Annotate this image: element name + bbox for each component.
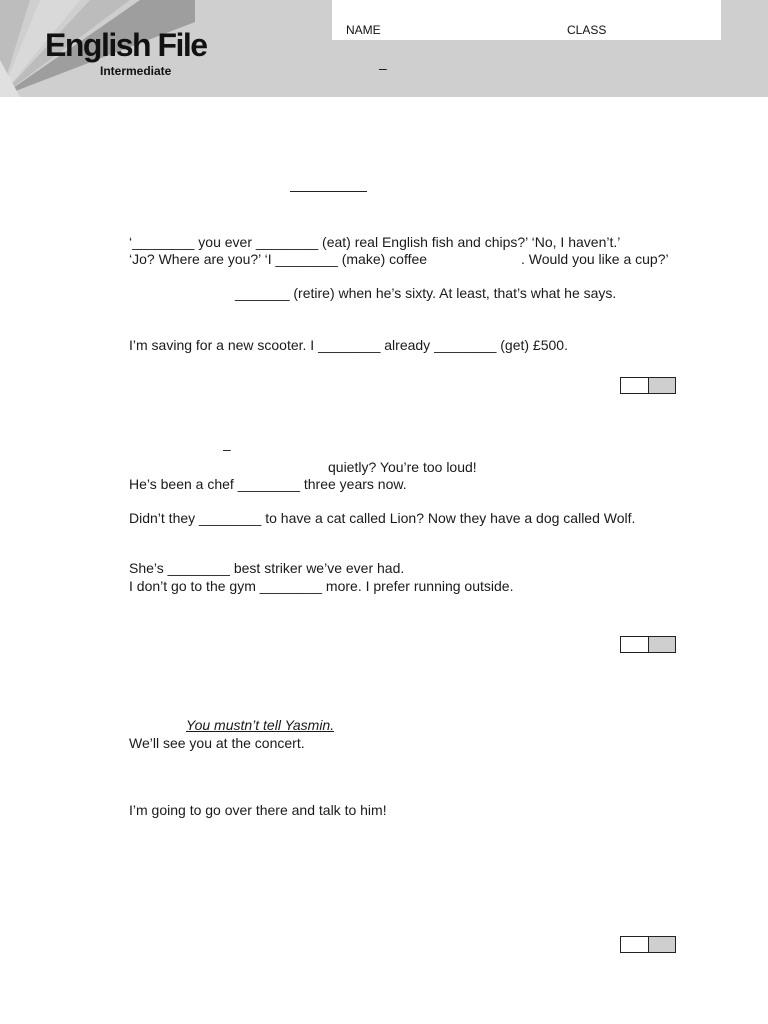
exercise-line: We’ll see you at the concert. (129, 735, 305, 751)
exercise-line: I’m saving for a new scooter. I ________ already ________ (get) £500. (129, 337, 568, 353)
exercise-line: . Would you like a cup?’ (521, 251, 669, 267)
answer-blank-line (290, 191, 367, 192)
logo-title: English File (45, 27, 207, 63)
exercise-line: He’s been a chef ________ three years now. (129, 476, 407, 492)
name-class-box (332, 0, 721, 40)
score-box (620, 936, 676, 953)
example-answer: You mustn’t tell Yasmin. (186, 717, 335, 733)
exercise-line: _______ (retire) when he’s sixty. At least, that’s what he says. (235, 285, 617, 301)
exercise-line: ‘Jo? Where are you?’ ‘I ________ (make) coffee (129, 251, 428, 267)
section-dash: – (223, 441, 231, 457)
name-label: NAME (346, 23, 381, 37)
exercise-line: I don’t go to the gym ________ more. I prefer running outside. (129, 578, 514, 594)
exercise-line: I’m going to go over there and talk to him! (129, 802, 387, 818)
class-label: CLASS (567, 23, 607, 37)
header-band (0, 0, 768, 97)
header-dash: – (379, 60, 387, 76)
score-box (620, 377, 676, 394)
exercise-line: ‘________ you ever ________ (eat) real English fish and chips?’ ‘No, I haven’t.’ (129, 234, 621, 250)
exercise-line: quietly? You’re too loud! (328, 459, 477, 475)
logo-subtitle: Intermediate (100, 64, 172, 78)
score-box (620, 636, 676, 653)
exercise-line: Didn’t they ________ to have a cat called Lion? Now they have a dog called Wolf. (129, 510, 636, 526)
exercise-line: She’s ________ best striker we’ve ever had. (129, 560, 405, 576)
